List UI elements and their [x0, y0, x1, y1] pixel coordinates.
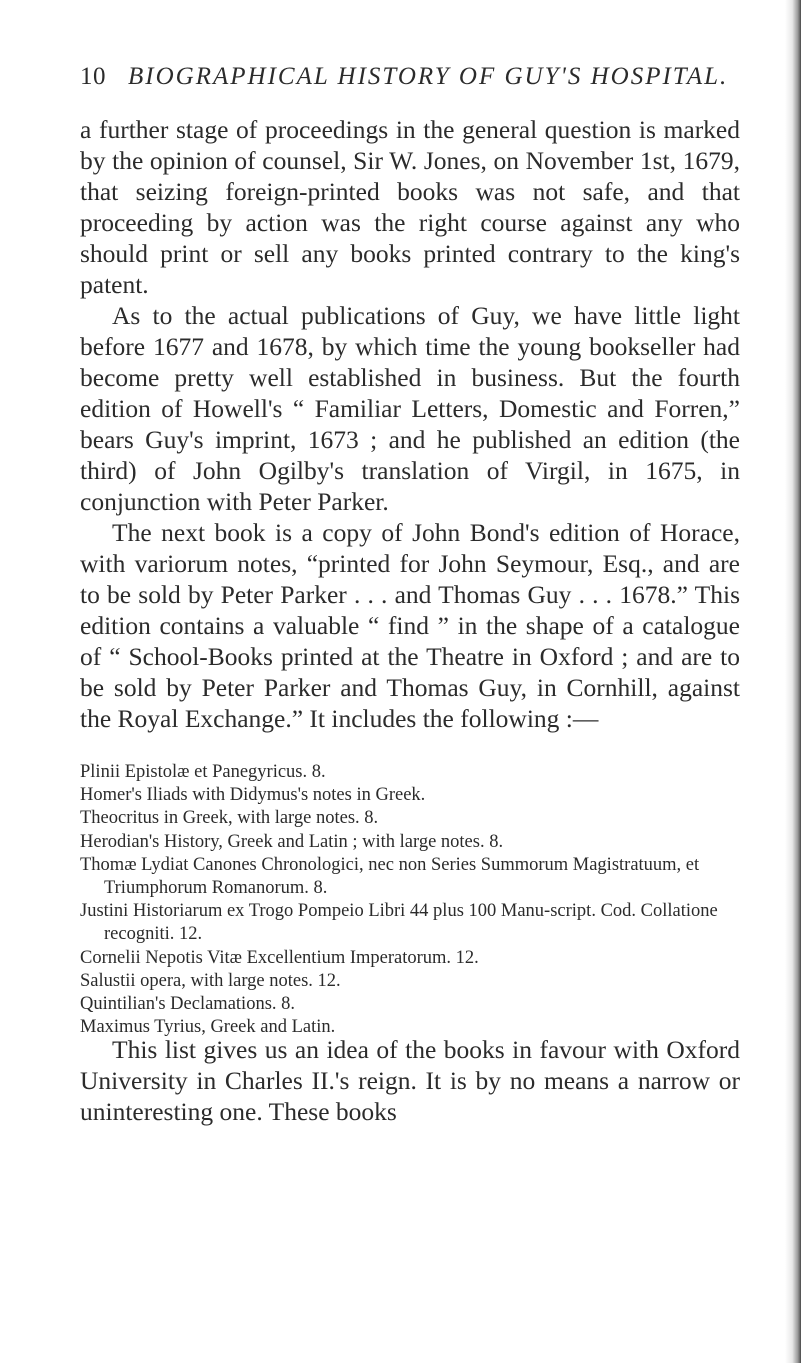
- list-item: Thomæ Lydiat Canones Chronologici, nec non Series Summorum Magistratuum, et Triumphorum Romanorum. 8.: [80, 854, 700, 899]
- closing-paragraph: This list gives us an idea of the books in favour with Oxford University in Charles II.'s reign. It is by no means a narrow or uninteresting one. These books: [80, 1035, 740, 1126]
- page-number: 10: [80, 63, 106, 90]
- running-head: [80, 62, 740, 92]
- book-catalogue-list: [80, 761, 740, 1039]
- list-item: Plinii Epistolæ et Panegyricus. 8.: [80, 762, 326, 782]
- main-text: [80, 114, 740, 734]
- list-item: Theocritus in Greek, with large notes. 8.: [80, 808, 379, 829]
- paragraph-2: As to the actual publications of Guy, we have little light before 1677 and 1678, by which time the young bookseller had become pretty well established in business. But the fourth edition of Howell's “ Familiar Letters, Domestic and Forren,” bears Guy's imprint, 1673 ; and he published an edition (the third) of John Ogilby's translation of Virgil, in 1675, in conjunction with Peter Parker.: [80, 301, 740, 516]
- list-item: Maximus Tyrius, Greek and Latin.: [80, 1017, 336, 1038]
- list-item: Quintilian's Declamations. 8.: [80, 994, 296, 1015]
- running-title: BIOGRAPHICAL HISTORY OF GUY'S HOSPITAL.: [128, 63, 729, 90]
- paragraph-3: The next book is a copy of John Bond's edition of Horace, with variorum notes, “printed for John Seymour, Esq., and are to be sold by Peter Parker . . . and Thomas Guy . . . 1678.” This edition contains a valuable “ find ” in the shape of a catalogue of “ School-Books printed at the Theatre in Oxford ; and are to be sold by Peter Parker and Thomas Guy, in Cornhill, against the Royal Exchange.” It includes the following :—: [80, 518, 740, 733]
- paragraph-1: a further stage of proceedings in the general question is marked by the opinion of counsel, Sir W. Jones, on November 1st, 1679, that seizing foreign-printed books was not safe, and that proceeding by action was the right course against any who should print or sell any books printed contrary to the king's patent.: [80, 115, 740, 299]
- list-item: Justini Historiarum ex Trogo Pompeio Libri 44 plus 100 Manu-script. Cod. Collatione recogniti. 12.: [80, 901, 718, 945]
- list-item: Herodian's History, Greek and Latin ; with large notes. 8.: [80, 831, 504, 852]
- list-item: Salustii opera, with large notes. 12.: [80, 970, 341, 991]
- closing-text: [80, 1034, 740, 1127]
- list-item: Homer's Iliads with Didymus's notes in Greek.: [80, 785, 426, 806]
- scan-binding-edge: [785, 0, 801, 1363]
- list-item: Cornelii Nepotis Vitæ Excellentium Imperatorum. 12.: [80, 947, 479, 968]
